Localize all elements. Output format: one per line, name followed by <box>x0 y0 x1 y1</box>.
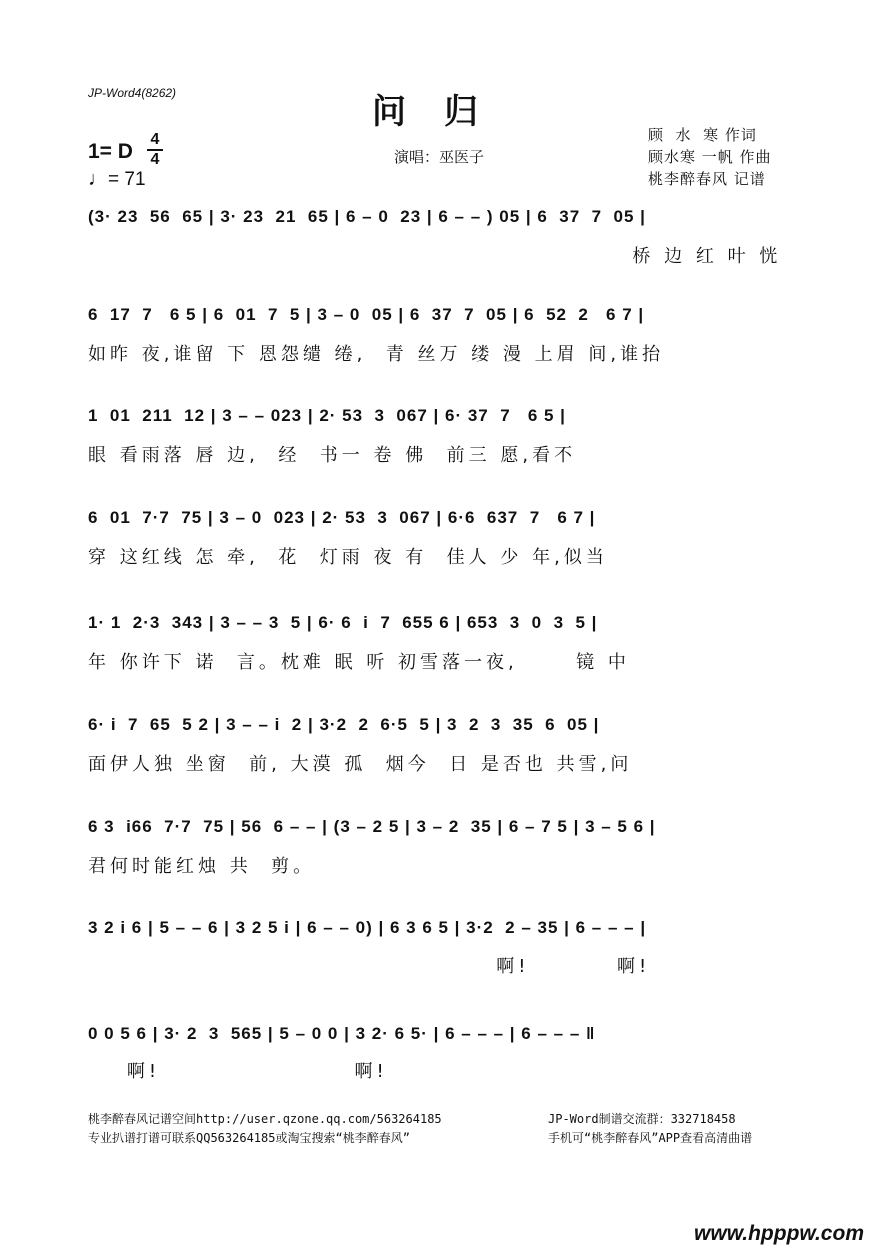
footer-left-line-1: 桃李醉春风记谱空间http://user.qzone.qq.com/563264185 <box>88 1112 442 1126</box>
tempo-value: = 71 <box>108 169 146 190</box>
score-row-9-notes: 0 0 5 6 | 3· 2 3 565 | 5 – 0 0 | 3 2· 6 5· | 6 – – – | 6 – – – ‖ <box>88 1024 596 1043</box>
footer-left-line-2: 专业扒谱打谱可联系QQ563264185或淘宝搜索“桃李醉春风” <box>88 1131 410 1145</box>
software-label: JP-Word4(8262) <box>88 86 177 100</box>
score-row-4-lyrics: 穿 这红线 怎 牵, 花 灯雨 夜 有 佳人 少 年,似当 <box>88 547 608 568</box>
score-row-5-lyrics: 年 你许下 诺 言。枕难 眠 听 初雪落一夜, 镜 中 <box>88 652 630 673</box>
key-signature: 1= D <box>88 140 133 163</box>
composer-credit: 顾水寒 一帆 作曲 <box>648 148 772 166</box>
score-row-1-notes: (3· 23 56 65 | 3· 23 21 65 | 6 – 0 23 | 6 – – ) 05 | 6 37 7 05 | <box>88 207 646 226</box>
score-row-6-notes: 6· i 7 65 5 2 | 3 – – i 2 | 3·2 2 6·5 5 | 3 2 3 35 6 05 | <box>88 715 600 734</box>
score-row-1-lyrics: 桥 边 红 叶 恍 <box>88 246 782 267</box>
song-title: 问归 <box>372 92 516 132</box>
score-row-6-lyrics: 面伊人独 坐窗 前, 大漠 孤 烟今 日 是否也 共雪,问 <box>88 754 633 775</box>
tempo-mark <box>88 168 146 191</box>
time-signature <box>147 132 163 168</box>
score-row-2-lyrics: 如昨 夜,谁留 下 恩怨缱 绻, 青 丝万 缕 漫 上眉 间,谁抬 <box>88 344 665 365</box>
credits-block <box>648 124 772 190</box>
score-row-3-lyrics: 眼 看雨落 唇 边, 经 书一 卷 佛 前三 愿,看不 <box>88 445 577 466</box>
score-row-9-lyrics: 啊! 啊! <box>88 1061 388 1082</box>
singer-credit: 演唱：巫医子 <box>394 148 485 166</box>
transcriber-credit: 桃李醉春风 记谱 <box>648 170 766 188</box>
score-row-8-notes: 3 2 i 6 | 5 – – 6 | 3 2 5 i | 6 – – 0) | 6 3 6 5 | 3·2 2 – 35 | 6 – – – | <box>88 918 647 937</box>
footer-right-line-1: JP-Word制谱交流群：332718458 <box>548 1112 736 1126</box>
score-row-4-notes: 6 01 7·7 75 | 3 – 0 023 | 2· 53 3 067 | 6·6 637 7 6 7 | <box>88 508 596 527</box>
footer-right-line-2: 手机可“桃李醉春风”APP查看高清曲谱 <box>548 1131 753 1145</box>
score-row-2-notes: 6 17 7 6 5 | 6 01 7 5 | 3 – 0 05 | 6 37 7 05 | 6 52 2 6 7 | <box>88 305 645 324</box>
quarter-note-icon: ♩ <box>88 168 108 190</box>
time-signature-bottom: 4 <box>150 151 160 168</box>
time-signature-top: 4 <box>150 131 160 148</box>
score-row-7-lyrics: 君何时能红烛 共 剪。 <box>88 856 316 877</box>
score-row-8-lyrics: 啊! 啊! <box>88 956 651 977</box>
score-row-5-notes: 1· 1 2·3 343 | 3 – – 3 5 | 6· 6 i 7 655 6 | 653 3 0 3 5 | <box>88 613 598 632</box>
score-row-7-notes: 6 3 i66 7·7 75 | 56 6 – – | (3 – 2 5 | 3 – 2 35 | 6 – 7 5 | 3 – 5 6 | <box>88 817 656 836</box>
site-watermark: www.hpppw.com <box>694 1222 864 1245</box>
score-row-3-notes: 1 01 211 12 | 3 – – 023 | 2· 53 3 067 | 6· 37 7 6 5 | <box>88 406 566 425</box>
lyricist-credit: 顾 水 寒 作词 <box>648 126 757 144</box>
